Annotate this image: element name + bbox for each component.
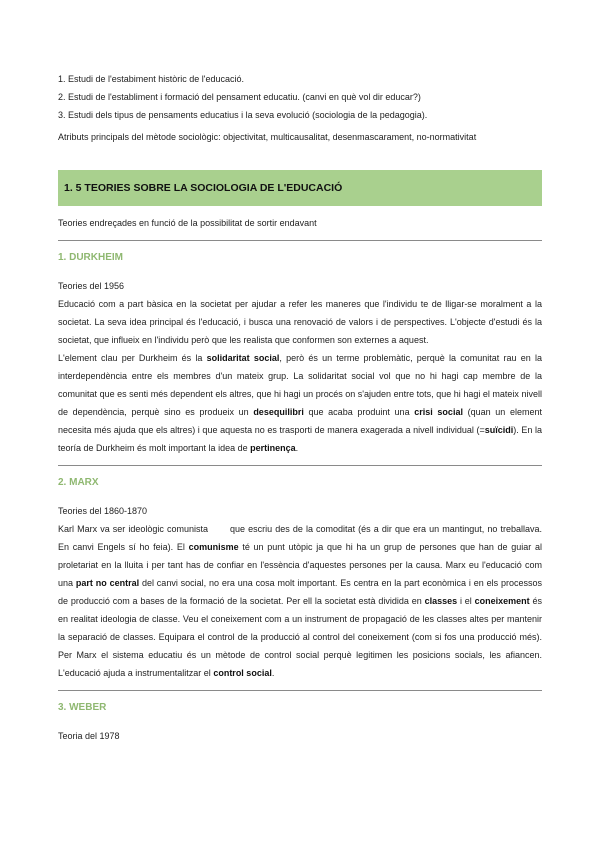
term-coneixement: coneixement (474, 596, 530, 606)
marx-dates: Teories del 1860-1870 (58, 506, 148, 516)
divider (58, 465, 542, 466)
term-suicidi: suïcidi (484, 425, 514, 435)
term-classes: classes (424, 596, 458, 606)
intro-item-2: 2. Estudi de l'establiment i formació del pensament educatiu. (canvi en què vol dir educar?) (58, 92, 421, 102)
method-attributes: Atributs principals del mètode sociològic: objectivitat, multicausalitat, desenmascarament, no-normativitat (58, 132, 477, 142)
weber-heading: 3. WEBER (58, 702, 107, 713)
intro-list (58, 70, 542, 124)
term-desequilibri: desequilibri (253, 407, 304, 417)
term-crisi-social: crisi social (414, 407, 463, 417)
divider (58, 240, 542, 241)
page-content (58, 70, 542, 745)
durkheim-heading: 1. DURKHEIM (58, 252, 124, 263)
divider (58, 690, 542, 691)
section-subtitle: Teories endreçades en funció de la possibilitat de sortir endavant (58, 218, 317, 228)
section-title: 1. 5 TEORIES SOBRE LA SOCIOLOGIA DE L'EDUCACIÓ (64, 182, 343, 194)
section-banner (58, 170, 542, 206)
weber-dates: Teoria del 1978 (58, 731, 120, 741)
intro-item-3: 3. Estudi dels tipus de pensaments educatius i la seva evolució (sociologia de la pedagogia). (58, 110, 428, 120)
term-pertinenca: pertinença (250, 443, 296, 453)
marx-paragraph: Karl Marx va ser ideològic comunista que escriu des de la comoditat (és a dir que era un mantingut, no treballava. En canvi Engels sí ho feia). El comunisme té un punt utòpic ja que hi ha un grup de persones que han de guiar al proletariat en la lluita i per tant has de confiar en l'essència d'aquestes persones per la causa. Marx eu l'educació com una part no central del canvi social, no era una cosa molt important. Es centra en la part econòmica i en els processos de producció com a bases de la formació de la societat. Per ell la societat està dividida en classes i el coneixement és en realitat ideologia de classe. Veu el coneixement com a un instrument de propagació de les classes altes per mantenir la separació de classes. Equipara el control de la producció al control del coneixement (com si fos una producció més). Per Marx el sistema educatiu és un mètode de control social perquè legitimen les posicions socials, les afiancen. L'educació ajuda a instrumentalitzar el control social. (58, 524, 543, 678)
marx-heading: 2. MARX (58, 477, 99, 488)
term-solidaritat-social: solidaritat social (206, 353, 280, 363)
term-comunisme: comunisme (188, 542, 239, 552)
durkheim-paragraph-2: L'element clau per Durkheim és la solidaritat social, però és un terme problemàtic, perquè la comunitat rau en la interdependència entre els membres d'un mateix grup. La solidaritat social vol que no hi hagi cap membre de la comunitat que es senti més dependent els altres, que hi hagi un procés on s'ajuden entre tots, que hi hagi el mateix nivell de dependència, perquè sino es produeix un desequilibri que acaba produint una crisi social (quan un element necesita més ajuda que els altres) i que aquesta no es trasporti de manera exagerada a nivell individual (=suïcidi). En la teoría de Durkheim és molt important la idea de pertinença. (58, 353, 543, 453)
intro-item-1: 1. Estudi de l'estabiment històric de l'educació. (58, 74, 245, 84)
term-part-no-central: part no central (75, 578, 140, 588)
term-control-social: control social (213, 668, 272, 678)
durkheim-dates: Teories del 1956 (58, 281, 125, 291)
durkheim-paragraph-1: Educació com a part bàsica en la societat per ajudar a refer les maneres que l'individu te de lligar-se moralment a la societat. La seva idea principal és l'educació, i busca una renovació de valors i de perspectives. L'objecte d'estudi és la societat, que influeix en l'individu però que les realista que conformen son externes a aquest. (58, 299, 542, 345)
